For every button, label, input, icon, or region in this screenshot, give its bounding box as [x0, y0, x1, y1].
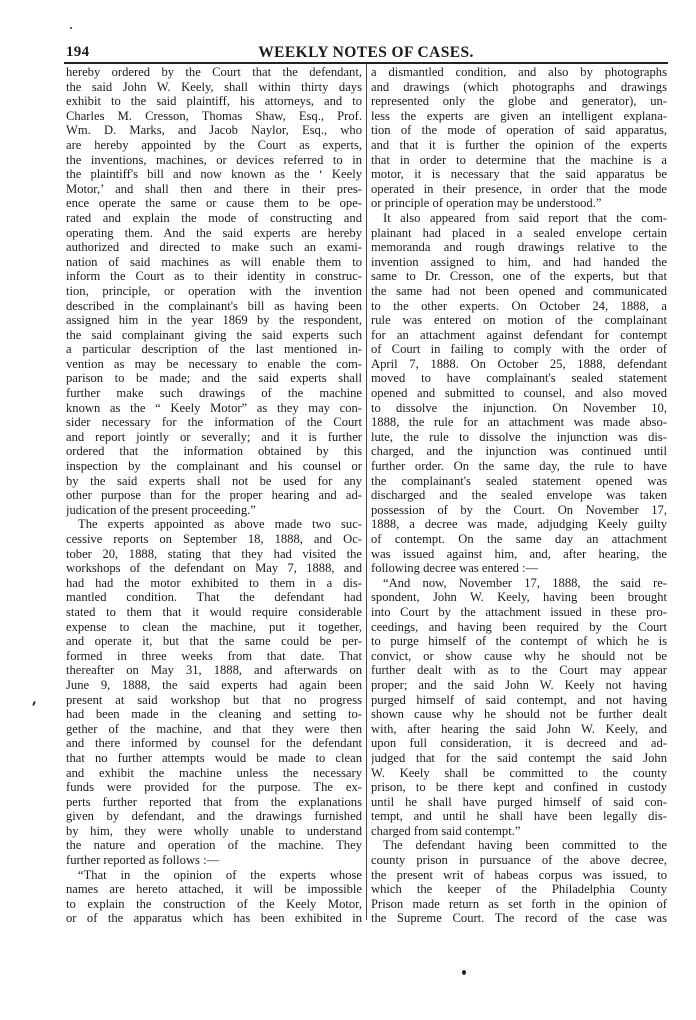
text-line: Prison made return as set forth in the opinion of [371, 896, 667, 911]
text-line: “That in the opinion of the experts whose [78, 867, 362, 882]
text-line: known as the “ Keely Motor” as they may con- [66, 400, 362, 415]
text-line: until he shall have purged himself of said con- [371, 794, 667, 809]
text-line: names are hereto attached, it will be impossible [66, 882, 362, 897]
text-line: spondent, John W. Keely, having been brought [371, 590, 667, 605]
text-line: given by defendant, and the drawings furnished [66, 809, 362, 824]
text-line: June 9, 1888, the said experts had again been [66, 677, 362, 692]
text-line: the present writ of habeas corpus was issued, to [371, 867, 667, 882]
text-line: tion, principle, or operation with the invention [66, 283, 362, 298]
text-line: for an attachment against defendant for contempt [371, 327, 667, 342]
text-line: workshops of the defendant on May 7, 1888, and [66, 561, 362, 576]
text-line: judication of the present proceeding.” [66, 502, 256, 517]
text-line: expense to clean the machine, put it together, [66, 619, 362, 634]
text-line: further dealt with as to the Court may appear [371, 663, 667, 678]
text-line: gether of the machine, and that they were then [66, 721, 362, 736]
text-line: exhibit to the said plaintiff, his attorneys, and to [66, 94, 362, 109]
text-line: charged, and the injunction was continued until [371, 444, 667, 459]
text-line: of contempt. On the same day an attachment [371, 532, 667, 546]
text-line: cessive reports on September 18, 1888, and Oc- [66, 532, 362, 546]
text-line: purged himself of said contempt, and not having [371, 692, 667, 707]
text-line: to the other experts. On October 24, 1888, a [371, 298, 667, 313]
text-line: that no further attempts would be made to clean [66, 750, 362, 765]
text-line: operated in their presence, in order that the mode [371, 181, 667, 196]
text-line: prison, to be there kept and confined in custody [371, 780, 667, 795]
text-line: represented only the globe and generator), un- [371, 94, 667, 109]
text-line: inform the Court as to their identity in construc- [66, 269, 362, 284]
text-line: possession of by the Court. On November 17, [371, 502, 667, 517]
text-line: perts further reported that from the explanations [66, 794, 362, 809]
text-line: and exhibit the machine unless the necessary [66, 765, 362, 780]
text-line: upon full consideration, it is decreed and ad- [371, 736, 667, 751]
text-line: stated to them that it would require considerable [66, 604, 362, 619]
text-line: to explain the construction of the Keely Motor, [66, 896, 362, 911]
text-line: with, after hearing the said John W. Keely, and [371, 721, 667, 736]
text-line: present at said workshop but that no progress [66, 692, 362, 707]
text-line: authorized and directed to make such an exami- [66, 240, 362, 255]
text-line: into Court by the attachment issued in these pro- [371, 604, 667, 619]
text-line: a dismantled condition, and also by photographs [371, 65, 667, 79]
text-line: had had the motor exhibited to them in a dis- [66, 575, 362, 590]
text-line: or principle of operation may be understood.” [371, 196, 602, 211]
text-line: assigned him in the year 1869 by the respondent, [66, 313, 362, 328]
text-line: tempt, and until he shall have been legally dis- [371, 809, 667, 824]
text-line: to purge himself of the contempt of which he is [371, 634, 667, 649]
page-number: 194 [66, 44, 90, 60]
text-line: mantled condition. That the defendant had [66, 590, 362, 605]
text-line: sider necessary for the information of the Court [66, 415, 362, 430]
text-line: ordered that the information obtained by this [66, 444, 362, 459]
text-line: 1888, a decree was made, adjudging Keely guilty [371, 517, 667, 532]
text-line: tober 20, 1888, stating that they had visited the [66, 546, 362, 561]
text-line: of Court in failing to comply with the order of [371, 342, 667, 357]
text-line: hereby ordered by the Court that the defendant, [66, 65, 362, 79]
text-line: It also appeared from said report that the com- [383, 210, 667, 225]
text-line: further order. On the same day, the rule to have [371, 459, 667, 474]
text-line: tion of the mode of operation of said apparatus, [371, 123, 667, 138]
text-line: plainant had placed in a sealed envelope certain [371, 225, 667, 240]
text-line: a particular description of the last mentioned in- [66, 342, 362, 357]
text-line: was issued against him, and, after hearing, the [371, 546, 667, 561]
text-line: to dissolve the injunction. On November 10, [371, 400, 667, 415]
text-line: the plaintiff's bill and now known as the ‘ Keely [66, 167, 362, 182]
text-line: The experts appointed as above made two suc- [78, 517, 362, 532]
text-line: rated and explain the mode of constructing and [66, 210, 362, 225]
text-line: April 7, 1888. On October 25, 1888, defendant [371, 356, 667, 371]
text-line: discharged and the sealed envelope was taken [371, 488, 667, 503]
text-line: following decree was entered :— [371, 561, 539, 576]
text-line: other purpose than for the proper hearing and ad- [66, 488, 362, 503]
right-column [371, 65, 667, 926]
text-line: rule was entered on motion of the complainant [371, 313, 667, 328]
text-line: lute, the rule to dissolve the injunction was dis- [371, 429, 667, 444]
text-line: W. Keely shall be committed to the county [371, 765, 667, 780]
text-line: that in order to determine that the machine is a [371, 152, 667, 167]
text-line: less the experts are given an intelligent explana- [371, 108, 667, 123]
text-line: opened and submitted to counsel, and also moved [371, 386, 667, 401]
left-column [66, 65, 362, 926]
text-line: by the said experts shall not be used for any [66, 473, 362, 488]
text-line: parison to be made; and the said experts shall [66, 371, 362, 386]
text-line: charged from said contempt.” [371, 823, 521, 838]
text-line: or of the apparatus which has been exhibited in [66, 911, 362, 926]
text-line: the inventions, machines, or devices referred to in [66, 152, 362, 167]
text-line: and operate it, but that the same could be per- [66, 634, 362, 649]
text-line: ence operate the same or cause them to be ope- [66, 196, 362, 211]
text-line: further make such drawings of the machine [66, 386, 362, 401]
text-line: operating them. And the said experts are hereby [66, 225, 362, 240]
column-divider [366, 64, 367, 920]
text-line: thereafter on May 31, 1888, and afterwards on [66, 663, 362, 678]
text-line: Wm. D. Marks, and Jacob Naylor, Esq., who [66, 123, 362, 138]
text-line: the said complainant giving the said experts such [66, 327, 362, 342]
text-line: moved to have complainant's sealed statement [371, 371, 667, 386]
text-line: proper; and the said John W. Keely not having [371, 677, 667, 692]
text-line: nation of said machines as will enable them to [66, 254, 362, 269]
text-line: the Supreme Court. The record of the case was [371, 911, 667, 926]
text-line: inspection by the complainant and his counsel or [66, 459, 362, 474]
text-line: ceedings, and having been required by the Court [371, 619, 667, 634]
text-line: which the keeper of the Philadelphia County [371, 882, 667, 897]
text-line: 1888, the rule for an attachment was made abso- [371, 415, 667, 430]
text-line: the same had not been opened and communicated [371, 283, 667, 298]
text-line: motor, it is necessary that the said apparatus be [371, 167, 667, 182]
text-line: and report jointly or severally; and it is further [66, 429, 362, 444]
print-speck [32, 701, 36, 706]
text-line: formed in three weeks from that date. That [66, 648, 362, 663]
text-line: convict, or show cause why he should not be [371, 648, 667, 663]
text-line: the said John W. Keely, shall within thirty days [66, 79, 362, 94]
text-line: are hereby appointed by the Court as experts, [66, 137, 362, 152]
print-speck [70, 27, 72, 29]
text-line: “And now, November 17, 1888, the said re- [383, 575, 667, 590]
text-line: and that it is further the opinion of the experts [371, 137, 667, 152]
page-header [66, 44, 666, 60]
text-line: the nature and operation of the machine. They [66, 838, 362, 853]
text-line: by him, they were wholly unable to understand [66, 823, 362, 838]
text-line: judged that for the said contempt the said John [371, 750, 667, 765]
text-line: the complainant's sealed statement opened was [371, 473, 667, 488]
text-line: described in the complainant's bill as having been [66, 298, 362, 313]
text-line: further reported as follows :— [66, 853, 220, 868]
text-line: shown cause why he should not be further dealt [371, 707, 667, 722]
text-line: invention assigned to him, and had handed the [371, 254, 667, 269]
text-line: had been made in the cleaning and setting to- [66, 707, 362, 722]
running-head: WEEKLY NOTES OF CASES. [258, 44, 474, 61]
text-line: and drawings (which photographs and drawings [371, 79, 667, 94]
text-line: vention as may be necessary to enable the com- [66, 356, 362, 371]
print-speck [462, 970, 466, 975]
text-line: memoranda and rough drawings relative to the [371, 240, 667, 255]
text-line: same to Dr. Cresson, one of the experts, but that [371, 269, 667, 284]
text-line: Motor,’ and shall then and there in their pres- [66, 181, 362, 196]
text-line: The defendant having been committed to the [383, 838, 667, 853]
text-line: and there informed by counsel for the defendant [66, 736, 362, 751]
text-line: county prison in pursuance of the above decree, [371, 853, 667, 868]
text-line: Charles M. Cresson, Thomas Shaw, Esq., Prof. [66, 108, 362, 123]
text-line: funds were provided for the purpose. The ex- [66, 780, 362, 795]
